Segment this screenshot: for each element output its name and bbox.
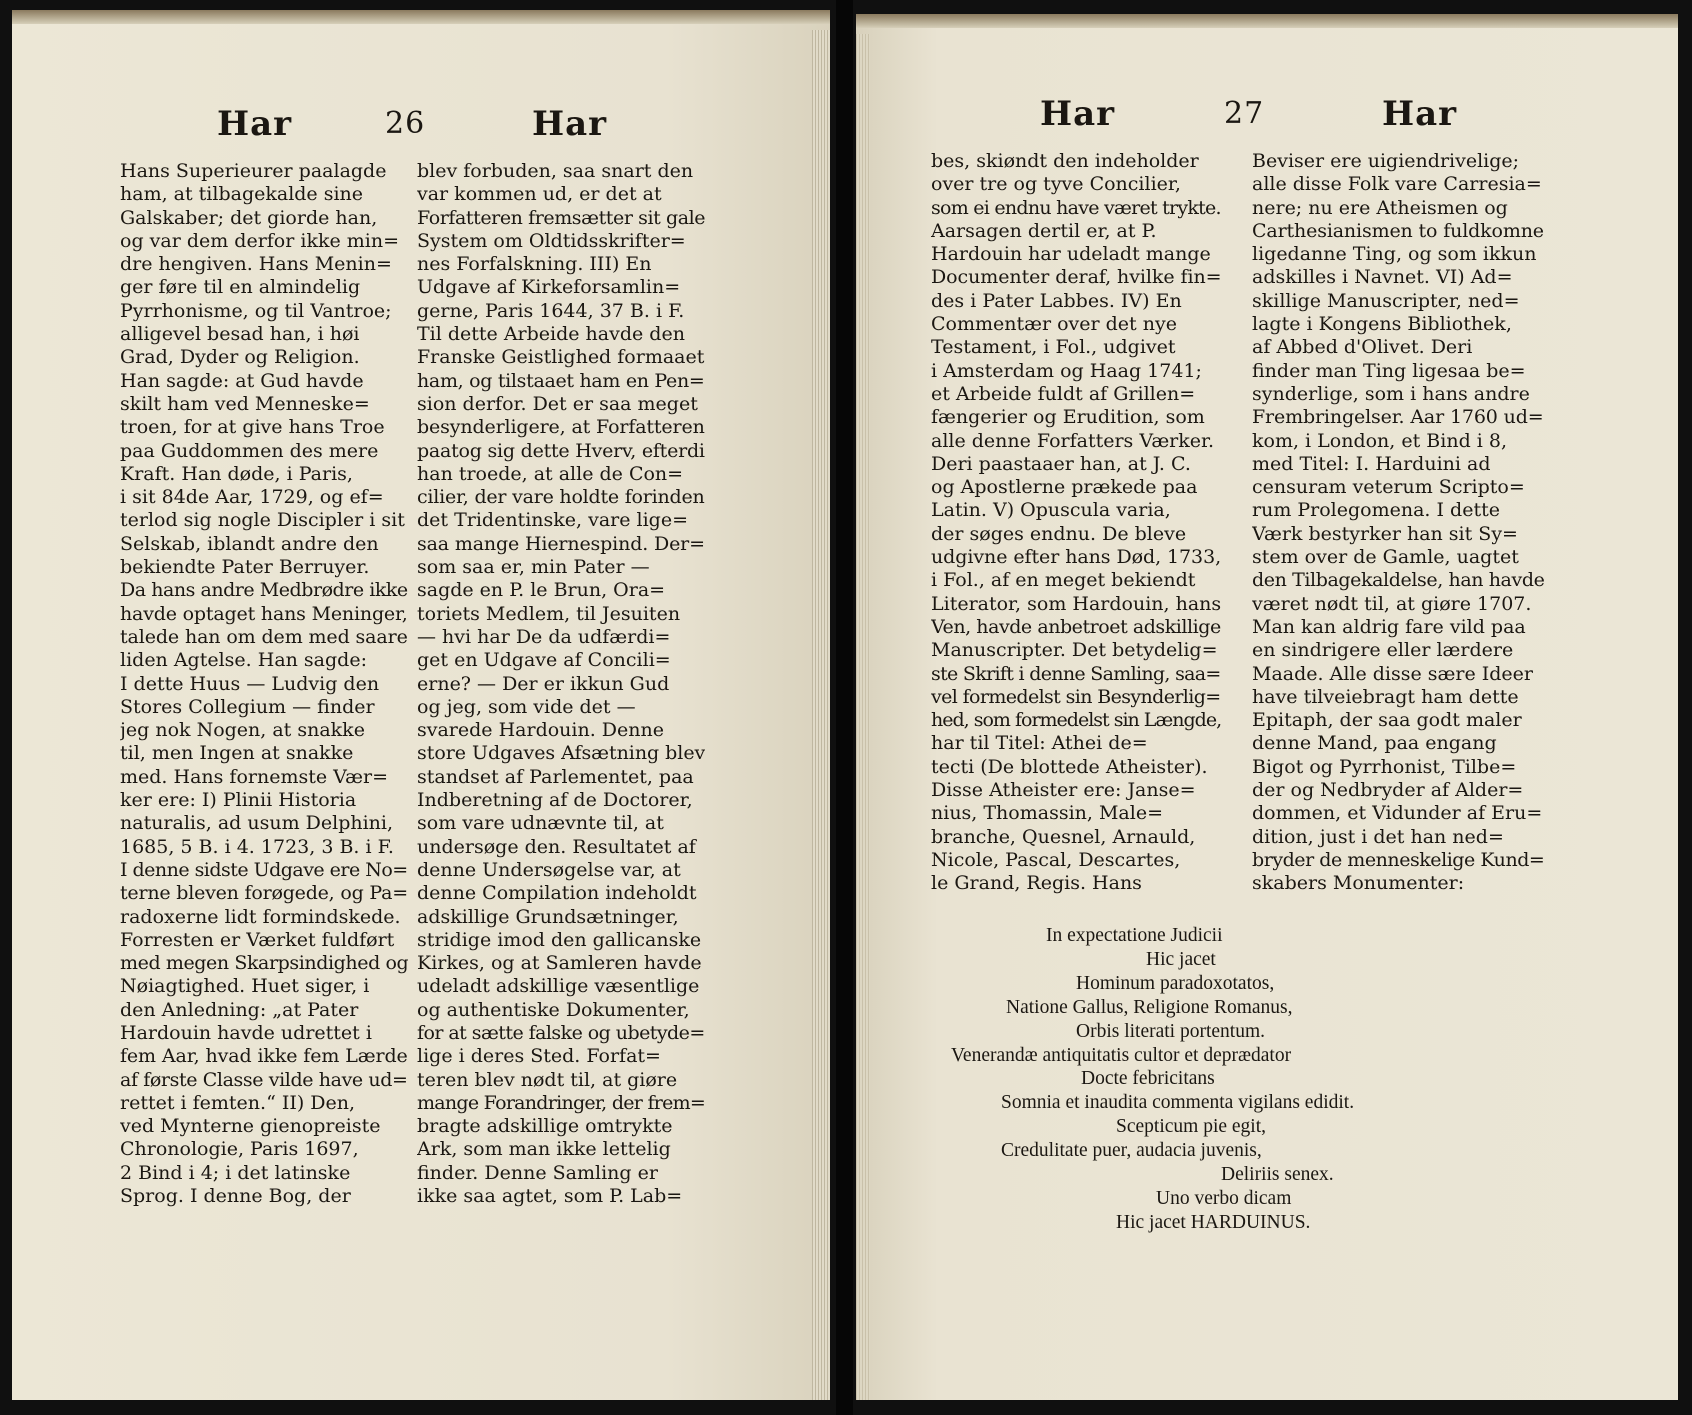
text-line: en sindrigere eller lærdere bbox=[1252, 639, 1514, 662]
page-number: 27 bbox=[1224, 96, 1265, 131]
text-line: toriets Medlem, til Jesuiten bbox=[417, 602, 681, 625]
text-line: Epitaph, der saa godt maler bbox=[1252, 709, 1522, 732]
text-line: bryder de menneskelige Kund= bbox=[1252, 848, 1544, 871]
text-line: get en Udgave af Concili= bbox=[417, 649, 671, 672]
text-line: dommen, et Vidunder af Eru= bbox=[1252, 802, 1543, 825]
text-line: nere; nu ere Atheismen og bbox=[1252, 196, 1508, 219]
text-line: ham, og tilstaaet ham en Pen= bbox=[417, 369, 705, 392]
text-line: adskillige Grundsætninger, bbox=[417, 905, 679, 928]
text-line: Carthesianismen to fuldkomne bbox=[1252, 219, 1544, 242]
text-line: Documenter deraf, hvilke fin= bbox=[931, 266, 1221, 289]
text-line: som saa er, min Pater — bbox=[417, 556, 650, 579]
text-line: denne Compilation indeholdt bbox=[417, 882, 697, 905]
epitaph-line: Uno verbo dicam bbox=[1156, 1187, 1292, 1209]
running-head-left: Har bbox=[217, 104, 293, 144]
epitaph-line: Hic jacet HARDUINUS. bbox=[1116, 1211, 1311, 1233]
text-line: og authentiske Dokumenter, bbox=[417, 998, 690, 1021]
text-line: Nøiagtighed. Huet siger, i bbox=[120, 975, 370, 998]
text-line: alligevel besad han, i høi bbox=[120, 323, 360, 346]
text-line: sion derfor. Det er saa meget bbox=[417, 392, 698, 415]
page-edge-stack bbox=[812, 30, 830, 1400]
epitaph-line: Deliriis senex. bbox=[1221, 1164, 1334, 1185]
epitaph-line: Docte febricitans bbox=[1081, 1068, 1215, 1090]
text-line: Frembringelser. Aar 1760 ud= bbox=[1252, 406, 1544, 429]
text-line: Deri paastaaer han, at J. C. bbox=[931, 452, 1191, 475]
text-line: denne Mand, paa engang bbox=[1252, 732, 1497, 755]
text-line: et Arbeide fuldt af Grillen= bbox=[931, 382, 1196, 405]
right-page bbox=[856, 14, 1678, 1400]
text-line: skilt ham ved Menneske= bbox=[120, 392, 370, 415]
text-line: skabers Monumenter: bbox=[1252, 872, 1465, 895]
text-line: med megen Skarpsindighed og bbox=[120, 952, 408, 975]
text-line: Nicole, Pascal, Descartes, bbox=[931, 848, 1181, 871]
text-line: med Titel: I. Harduini ad bbox=[1252, 452, 1491, 475]
text-line: udgivne efter hans Død, 1733, bbox=[931, 546, 1221, 569]
text-line: kom, i London, et Bind i 8, bbox=[1252, 429, 1508, 452]
text-line: hed, som formedelst sin Længde, bbox=[931, 709, 1221, 732]
left-page bbox=[12, 10, 830, 1400]
text-line: ste Skrift i denne Samling, saa= bbox=[931, 662, 1221, 685]
text-line: adskilles i Navnet. VI) Ad= bbox=[1252, 266, 1513, 289]
text-line: været nødt til, at giøre 1707. bbox=[1252, 592, 1532, 615]
text-line: have tilveiebragt ham dette bbox=[1252, 685, 1519, 708]
text-line: nes Forfalskning. III) En bbox=[417, 253, 652, 276]
text-line: den Tilbagekaldelse, han havde bbox=[1252, 569, 1544, 592]
text-line: terne bleven forøgede, og Pa= bbox=[120, 882, 408, 905]
text-line: branche, Quesnel, Arnauld, bbox=[931, 825, 1196, 848]
text-line: I dette Huus — Ludvig den bbox=[120, 672, 380, 695]
text-line: Sprog. I denne Bog, der bbox=[120, 1185, 351, 1208]
text-line: 1685, 5 B. i 4. 1723, 3 B. i F. bbox=[120, 835, 394, 858]
text-line: lige i deres Sted. Forfat= bbox=[417, 1045, 661, 1068]
text-line: Ark, som man ikke lettelig bbox=[417, 1138, 671, 1161]
text-line: synderlige, som i hans andre bbox=[1252, 382, 1530, 405]
text-line: Kirkes, og at Samleren havde bbox=[417, 952, 702, 975]
text-line: finder man Ting ligesaa be= bbox=[1252, 359, 1526, 382]
text-line: der søges endnu. De bleve bbox=[931, 522, 1187, 545]
text-line: i Amsterdam og Haag 1741; bbox=[931, 359, 1202, 382]
text-line: standset af Parlementet, paa bbox=[417, 765, 694, 788]
text-line: for at sætte falske og ubetyde= bbox=[417, 1021, 705, 1044]
text-column-2 bbox=[1252, 150, 1544, 896]
book-gutter bbox=[836, 0, 853, 1415]
text-line: som vare udnævnte til, at bbox=[417, 812, 664, 835]
text-line: Udgave af Kirkeforsamlin= bbox=[417, 276, 681, 299]
text-line: gerne, Paris 1644, 37 B. i F. bbox=[417, 299, 685, 322]
text-line: Grad, Dyder og Religion. bbox=[120, 346, 360, 369]
text-line: dre hengiven. Hans Menin= bbox=[120, 253, 392, 276]
text-line: bes, skiøndt den indeholder bbox=[931, 150, 1199, 172]
text-line: den Anledning: „at Pater bbox=[120, 998, 359, 1021]
text-line: alle disse Folk vare Carresia= bbox=[1252, 173, 1542, 196]
text-line: Værk bestyrker han sit Sy= bbox=[1252, 522, 1518, 545]
text-line: vel formedelst sin Besynderlig= bbox=[931, 685, 1221, 708]
text-line: denne Undersøgelse var, at bbox=[417, 858, 681, 881]
text-line: jeg nok Nogen, at snakke bbox=[120, 719, 365, 742]
text-line: Bigot og Pyrrhonist, Tilbe= bbox=[1252, 755, 1517, 778]
text-line: finder. Denne Samling er bbox=[417, 1161, 658, 1184]
epitaph-line: Orbis literati portentum. bbox=[1076, 1020, 1266, 1042]
text-line: erne? — Der er ikkun Gud bbox=[417, 672, 670, 695]
epitaph-line: Natione Gallus, Religione Romanus, bbox=[1006, 996, 1293, 1018]
text-line: tecti (De blottede Atheister). bbox=[931, 755, 1208, 778]
text-line: fængerier og Erudition, som bbox=[931, 406, 1205, 429]
text-line: Man kan aldrig fare vild paa bbox=[1252, 615, 1526, 638]
text-line: censuram veterum Scripto= bbox=[1252, 476, 1525, 499]
text-line: paa Guddommen des mere bbox=[120, 439, 379, 462]
text-line: Commentær over det nye bbox=[931, 313, 1177, 336]
text-line: og var dem derfor ikke min= bbox=[120, 229, 400, 252]
text-line: 2 Bind i 4; i det latinske bbox=[120, 1161, 351, 1184]
text-line: I denne sidste Udgave ere No= bbox=[120, 858, 408, 881]
page-top-edge bbox=[12, 10, 830, 24]
text-line: Pyrrhonisme, og til Vantroe; bbox=[120, 299, 392, 322]
text-line: Franske Geistlighed formaaet bbox=[417, 346, 705, 369]
text-line: Forresten er Værket fuldført bbox=[120, 928, 395, 951]
text-line: naturalis, ad usum Delphini, bbox=[120, 812, 394, 835]
text-line: Da hans andre Medbrødre ikke bbox=[120, 579, 408, 602]
text-line: System om Oldtidsskrifter= bbox=[417, 229, 686, 252]
running-head-right: Har bbox=[532, 104, 608, 144]
text-line: mange Forandringer, der frem= bbox=[417, 1091, 705, 1114]
text-line: ligedanne Ting, og som ikkun bbox=[1252, 243, 1537, 266]
text-line: Literator, som Hardouin, hans bbox=[931, 592, 1221, 615]
text-line: Manuscripter. Det betydelig= bbox=[931, 639, 1218, 662]
text-line: Stores Collegium — finder bbox=[120, 695, 375, 718]
text-line: med. Hans fornemste Vær= bbox=[120, 765, 388, 788]
text-line: stridige imod den gallicanske bbox=[417, 928, 702, 951]
text-line: ker ere: I) Plinii Historia bbox=[120, 789, 357, 812]
text-line: af Abbed d'Olivet. Deri bbox=[1252, 336, 1473, 359]
text-line: Kraft. Han døde, i Paris, bbox=[120, 462, 353, 485]
text-line: som ei endnu have været trykte. bbox=[931, 196, 1221, 219]
text-line: teren blev nødt til, at giøre bbox=[417, 1068, 678, 1091]
text-line: Beviser ere uigiendrivelige; bbox=[1252, 150, 1520, 172]
text-line: sagde en P. le Brun, Ora= bbox=[417, 579, 666, 602]
text-line: alle denne Forfatters Værker. bbox=[931, 429, 1215, 452]
text-line: rum Prolegomena. I dette bbox=[1252, 499, 1500, 522]
text-line: over tre og tyve Concilier, bbox=[931, 173, 1181, 196]
text-line: des i Pater Labbes. IV) En bbox=[931, 289, 1182, 312]
page-edge-stack bbox=[856, 34, 870, 1400]
epitaph-line: In expectatione Judicii bbox=[1046, 925, 1223, 946]
text-line: talede han om dem med saare bbox=[120, 625, 408, 648]
text-line: fem Aar, hvad ikke fem Lærde bbox=[120, 1045, 408, 1068]
text-line: bragte adskillige omtrykte bbox=[417, 1115, 673, 1138]
text-line: svarede Hardouin. Denne bbox=[417, 719, 664, 742]
text-line: i sit 84de Aar, 1729, og ef= bbox=[120, 486, 384, 509]
text-line: store Udgaves Afsætning blev bbox=[417, 742, 705, 765]
text-line: paatog sig dette Hverv, efterdi bbox=[417, 439, 705, 462]
text-line: og Apostlerne prækede paa bbox=[931, 476, 1198, 499]
text-line: bekiendte Pater Berruyer. bbox=[120, 556, 370, 579]
text-line: undersøge den. Resultatet af bbox=[417, 835, 696, 858]
text-line: skillige Manuscripter, ned= bbox=[1252, 289, 1520, 312]
text-line: udeladt adskillige væsentlige bbox=[417, 975, 700, 998]
text-line: radoxerne lidt formindskede. bbox=[120, 905, 401, 928]
text-line: le Grand, Regis. Hans bbox=[931, 872, 1142, 895]
text-line: Hardouin havde udrettet i bbox=[120, 1021, 372, 1044]
text-line: cilier, der vare holdte forinden bbox=[417, 486, 705, 509]
epitaph-line: Credulitate puer, audacia juvenis, bbox=[1001, 1140, 1262, 1162]
text-line: Disse Atheister ere: Janse= bbox=[931, 779, 1196, 802]
text-line: Latin. V) Opuscula varia, bbox=[931, 499, 1171, 522]
text-line: der og Nedbryder af Alder= bbox=[1252, 779, 1524, 802]
text-line: Chronologie, Paris 1697, bbox=[120, 1138, 359, 1161]
text-line: Indberetning af de Doctorer, bbox=[417, 789, 693, 812]
text-line: havde optaget hans Meninger, bbox=[120, 602, 408, 625]
text-line: Aarsagen dertil er, at P. bbox=[931, 219, 1157, 242]
text-line: lagte i Kongens Bibliothek, bbox=[1252, 313, 1512, 336]
text-line: ham, at tilbagekalde sine bbox=[120, 183, 364, 206]
text-line: Galskaber; det giorde han, bbox=[120, 206, 378, 229]
text-line: ikke saa agtet, som P. Lab= bbox=[417, 1185, 683, 1208]
text-line: terlod sig nogle Discipler i sit bbox=[120, 509, 405, 532]
text-line: Ven, havde anbetroet adskillige bbox=[931, 615, 1221, 638]
text-line: af første Classe vilde have ud= bbox=[120, 1068, 408, 1091]
text-line: troen, for at give hans Troe bbox=[120, 416, 385, 439]
running-head-left: Har bbox=[1040, 94, 1116, 134]
text-line: Han sagde: at Gud havde bbox=[120, 369, 364, 392]
text-line: Forfatteren fremsætter sit gale bbox=[417, 206, 705, 229]
text-line: stem over de Gamle, uagtet bbox=[1252, 546, 1519, 569]
text-line: han troede, at alle de Con= bbox=[417, 462, 684, 485]
text-line: til, men Ingen at snakke bbox=[120, 742, 354, 765]
epitaph-line: Hominum paradoxotatos, bbox=[1076, 972, 1275, 994]
text-line: ger føre til en almindelig bbox=[120, 276, 361, 299]
epitaph-line: Scepticum pie egit, bbox=[1116, 1116, 1267, 1138]
text-line: var kommen ud, er det at bbox=[417, 183, 662, 206]
text-line: Til dette Arbeide havde den bbox=[417, 323, 685, 346]
epitaph-line: Venerandæ antiquitatis cultor et deprædator bbox=[951, 1044, 1292, 1066]
text-line: Testament, i Fol., udgivet bbox=[931, 336, 1176, 359]
text-line: ved Mynterne gienopreiste bbox=[120, 1115, 381, 1138]
text-line: dition, just i det han ned= bbox=[1252, 825, 1504, 848]
text-column-1 bbox=[931, 150, 1221, 896]
text-line: i Fol., af en meget bekiendt bbox=[931, 569, 1196, 592]
text-line: har til Titel: Athei de= bbox=[931, 732, 1148, 755]
text-line: nius, Thomassin, Male= bbox=[931, 802, 1163, 825]
running-head-right: Har bbox=[1382, 94, 1458, 134]
text-line: — hvi har De da udfærdi= bbox=[417, 625, 671, 648]
epitaph-line: Somnia et inaudita commenta vigilans edidit. bbox=[1001, 1092, 1355, 1114]
text-line: saa mange Hiernespind. Der= bbox=[417, 532, 705, 555]
text-line: Hardouin har udeladt mange bbox=[931, 243, 1211, 266]
text-line: besynderligere, at Forfatteren bbox=[417, 416, 705, 439]
text-line: Hans Superieurer paalagde bbox=[120, 160, 387, 182]
text-line: liden Agtelse. Han sagde: bbox=[120, 649, 367, 672]
page-top-edge bbox=[856, 14, 1678, 28]
text-line: det Tridentinske, vare lige= bbox=[417, 509, 689, 532]
text-line: blev forbuden, saa snart den bbox=[417, 160, 694, 182]
text-line: Maade. Alle disse sære Ideer bbox=[1252, 662, 1533, 685]
epitaph-line: Hic jacet bbox=[1146, 948, 1216, 970]
text-line: rettet i femten.“ II) Den, bbox=[120, 1091, 356, 1114]
text-line: og jeg, som vide det — bbox=[417, 695, 636, 718]
text-column-2 bbox=[417, 160, 705, 1208]
text-line: Selskab, iblandt andre den bbox=[120, 532, 379, 555]
text-column-1 bbox=[120, 160, 408, 1208]
page-number: 26 bbox=[385, 106, 426, 141]
